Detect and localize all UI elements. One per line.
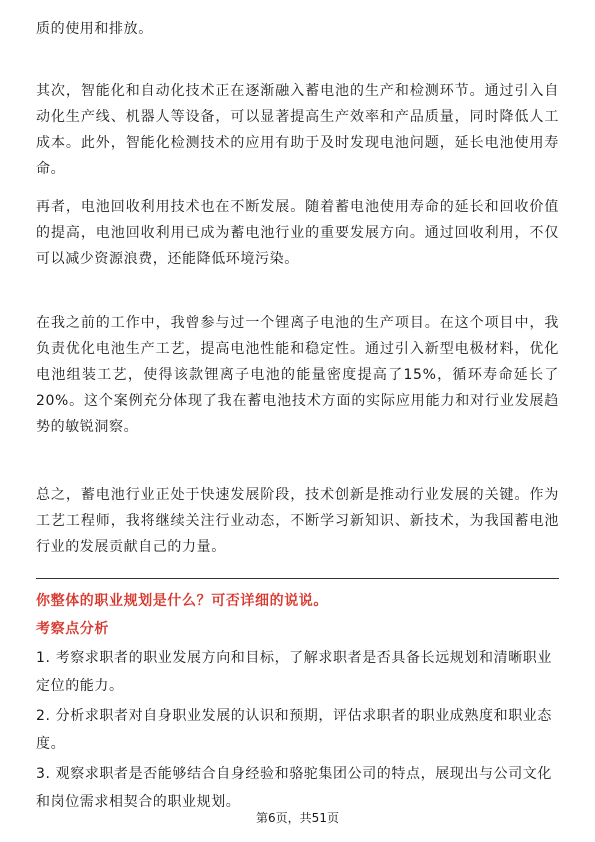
analysis-item: 3. 观察求职者是否能够结合自身经验和骆驼集团公司的特点，展现出与公司文化和岗位需求相契合的职业规划。 bbox=[36, 766, 553, 810]
paragraph-recycling: 再者，电池回收利用技术也在不断发展。随着蓄电池使用寿命的延长和回收价值的提高，电池回收利用已成为蓄电池行业的重要发展方向。通过回收利用，不仅可以减少资源浪费，还能降低环境污染。 bbox=[36, 199, 559, 267]
analysis-heading: 考察点分析 bbox=[36, 621, 109, 637]
interview-question: 你整体的职业规划是什么？可否详细的说说。 bbox=[36, 593, 328, 609]
analysis-item: 1. 考察求职者的职业发展方向和目标，了解求职者是否具备长远规划和清晰职业定位的能力。 bbox=[36, 650, 553, 694]
section-divider bbox=[36, 578, 559, 579]
analysis-item: 2. 分析求职者对自身职业发展的认识和预期，评估求职者的职业成熟度和职业态度。 bbox=[36, 708, 553, 752]
paragraph-automation: 其次，智能化和自动化技术正在逐渐融入蓄电池的生产和检测环节。通过引入自动化生产线、机器人等设备，可以显著提高生产效率和产品质量，同时降低人工成本。此外，智能化检测技术的应用有助于及时发现电池问题，延长电池使用寿命。 bbox=[36, 83, 559, 177]
paragraph-conclusion: 总之，蓄电池行业正处于快速发展阶段，技术创新是推动行业发展的关键。作为工艺工程师，我将继续关注行业动态，不断学习新知识、新技术，为我国蓄电池行业的发展贡献自己的力量。 bbox=[36, 487, 559, 555]
page-number: 第6页，共51页 bbox=[256, 811, 339, 825]
paragraph-experience: 在我之前的工作中，我曾参与过一个锂离子电池的生产项目。在这个项目中，我负责优化电池生产工艺，提高电池性能和稳定性。通过引入新型电极材料，优化电池组装工艺，使得该款锂离子电池的能量密度提高了15%，循环寿命延长了20%。这个案例充分体现了我在蓄电池技术方面的实际应用能力和对行业发展趋势的敏锐洞察。 bbox=[36, 315, 559, 435]
document-page bbox=[36, 0, 559, 842]
paragraph-continuation: 质的使用和排放。 bbox=[36, 21, 153, 37]
